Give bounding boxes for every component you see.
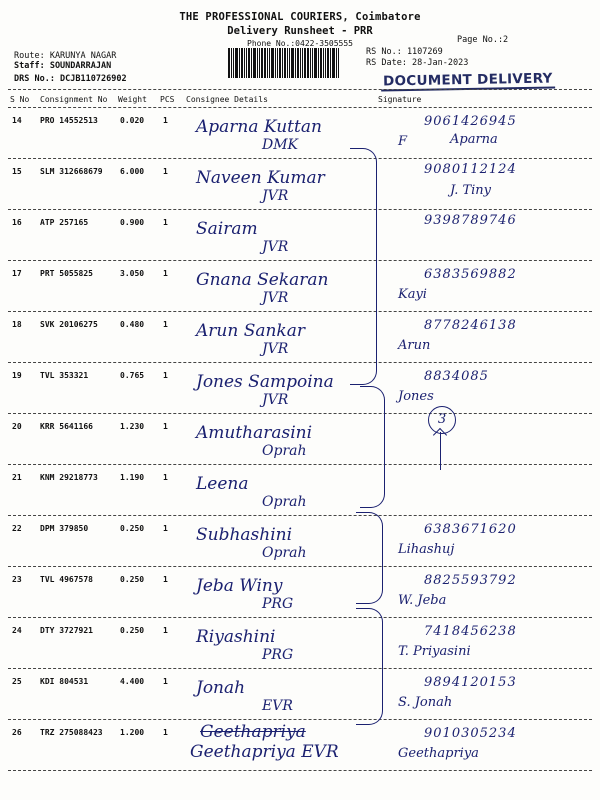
- row-divider: [8, 770, 592, 771]
- consignment-number: TVL 353321: [40, 371, 89, 380]
- consignment-number: KNM 29218773: [40, 473, 98, 482]
- consignment-number: ATP 257165: [40, 218, 89, 227]
- group-bracket-jvr: [350, 148, 377, 385]
- consignee-place: EVR: [262, 698, 293, 714]
- table-row: [0, 108, 600, 159]
- consignee-name: Amutharasini: [196, 423, 313, 443]
- weight-value: 6.000: [120, 167, 145, 176]
- consignee-name: Aparna Kuttan: [196, 117, 322, 137]
- receiver-phone: 6383671620: [424, 522, 517, 537]
- consignment-number: TRZ 275088423: [40, 728, 103, 737]
- signature-note: J. Tiny: [450, 183, 492, 198]
- receiver-phone: 8778246138: [424, 318, 517, 333]
- group-bracket-oprah: [360, 386, 385, 508]
- receiver-phone: 9398789746: [424, 213, 517, 228]
- receiver-phone: 9080112124: [424, 162, 517, 177]
- signature-mark: S. Jonah: [398, 695, 453, 710]
- consignee-name: Jones Sampoina: [196, 372, 334, 392]
- pcs-count: 1: [163, 473, 168, 482]
- weight-value: 0.250: [120, 626, 145, 635]
- receiver-phone: 9061426945: [424, 114, 517, 129]
- weight-value: 0.480: [120, 320, 145, 329]
- consignee-name: Jeba Winy: [196, 576, 283, 596]
- pcs-count: 1: [163, 116, 168, 125]
- weight-value: 1.230: [120, 422, 145, 431]
- group-bracket-evr: [356, 608, 383, 725]
- weight-value: 0.765: [120, 371, 145, 380]
- consignee-name: Gnana Sekaran: [196, 270, 329, 290]
- signature-mark: Arun: [398, 338, 431, 353]
- serial-number: 23: [12, 575, 22, 584]
- consignment-number: DTY 3727921: [40, 626, 93, 635]
- signature-mark: F: [398, 134, 408, 149]
- serial-number: 26: [12, 728, 22, 737]
- consignment-number: KRR 5641166: [40, 422, 93, 431]
- serial-number: 21: [12, 473, 22, 482]
- serial-number: 22: [12, 524, 22, 533]
- col-sno: S No: [10, 95, 30, 104]
- consignee-place: JVR: [262, 239, 289, 255]
- weight-value: 3.050: [120, 269, 145, 278]
- consignment-number: KDI 804531: [40, 677, 89, 686]
- pcs-count: 1: [163, 269, 168, 278]
- pcs-count: 1: [163, 626, 168, 635]
- receiver-phone: 6383569882: [424, 267, 517, 282]
- pcs-count: 1: [163, 422, 168, 431]
- up-arrow-icon: [440, 432, 441, 470]
- serial-number: 19: [12, 371, 22, 380]
- table-row: [0, 261, 600, 312]
- pcs-count: 1: [163, 677, 168, 686]
- circled-number: 3: [428, 406, 456, 434]
- table-row: [0, 516, 600, 567]
- serial-number: 14: [12, 116, 22, 125]
- pcs-count: 1: [163, 167, 168, 176]
- consignee-name: Riyashini: [196, 627, 276, 647]
- pcs-count: 1: [163, 320, 168, 329]
- pcs-count: 1: [163, 218, 168, 227]
- signature-mark: Geethapriya: [398, 746, 479, 761]
- rs-date: RS Date: 28-Jan-2023: [366, 58, 469, 68]
- col-signature: Signature: [378, 95, 422, 104]
- consignment-number: PRO 14552513: [40, 116, 98, 125]
- document-delivery-stamp: DOCUMENT DELIVERY: [382, 70, 553, 90]
- company-name: THE PROFESSIONAL COURIERS, Coimbatore: [179, 11, 421, 23]
- consignee-name: Leena: [196, 474, 249, 494]
- consignee-place: JVR: [262, 341, 289, 357]
- table-row: [0, 567, 600, 618]
- struck-out-name: Geethapriya: [200, 722, 306, 742]
- pcs-count: 1: [163, 575, 168, 584]
- consignee-place: Oprah: [262, 443, 307, 459]
- col-consignee: Consignee Details: [186, 95, 268, 104]
- consignee-place: PRG: [262, 596, 294, 612]
- signature-mark: Jones: [398, 389, 434, 404]
- consignee-name: Sairam: [196, 219, 258, 239]
- consignee-place: JVR: [262, 290, 289, 306]
- route-label: Route: KARUNYA NAGAR: [14, 51, 117, 61]
- consignee-name: Naveen Kumar: [196, 168, 325, 188]
- weight-value: 0.900: [120, 218, 145, 227]
- consignee-place: DMK: [262, 137, 299, 153]
- barcode-image: [228, 48, 356, 78]
- consignment-number: SVK 20106275: [40, 320, 98, 329]
- col-pcs: PCS: [160, 95, 175, 104]
- pcs-count: 1: [163, 524, 168, 533]
- col-consignment: Consignment No: [40, 95, 108, 104]
- drs-number: DRS No.: DCJB110726902: [14, 74, 127, 84]
- table-row: [0, 618, 600, 669]
- table-row: [0, 363, 600, 414]
- group-bracket-prg: [356, 512, 383, 604]
- rs-number: RS No.: 1107269: [366, 47, 443, 57]
- weight-value: 1.200: [120, 728, 145, 737]
- table-row: [0, 414, 600, 465]
- weight-value: 0.250: [120, 575, 145, 584]
- receiver-phone: 9010305234: [424, 726, 517, 741]
- table-row: [0, 720, 600, 771]
- consignee-name: Jonah: [196, 678, 246, 698]
- staff-label: Staff: SOUNDARRAJAN: [14, 61, 112, 71]
- signature-mark: Kayi: [398, 287, 427, 302]
- serial-number: 25: [12, 677, 22, 686]
- receiver-phone: 9894120153: [424, 675, 517, 690]
- signature-mark: W. Jeba: [398, 593, 447, 608]
- table-row: [0, 465, 600, 516]
- consignee-name: Geethapriya EVR: [190, 742, 339, 762]
- consignment-number: SLM 312668679: [40, 167, 103, 176]
- consignee-place: JVR: [262, 188, 289, 204]
- table-row: [0, 669, 600, 720]
- weight-value: 0.020: [120, 116, 145, 125]
- serial-number: 15: [12, 167, 22, 176]
- consignment-number: DPM 379850: [40, 524, 89, 533]
- page-number: Page No.:2: [457, 35, 509, 45]
- serial-number: 17: [12, 269, 22, 278]
- signature-mark: T. Priyasini: [398, 644, 471, 659]
- weight-value: 4.400: [120, 677, 145, 686]
- serial-number: 18: [12, 320, 22, 329]
- receiver-phone: 8834085: [424, 369, 489, 384]
- signature-mark: Lihashuj: [398, 542, 455, 557]
- phone-number: Phone No.:0422-3505555: [247, 39, 353, 48]
- receiver-phone: 7418456238: [424, 624, 517, 639]
- serial-number: 20: [12, 422, 22, 431]
- receiver-phone: 8825593792: [424, 573, 517, 588]
- consignee-place: Oprah: [262, 494, 307, 510]
- col-weight: Weight: [118, 95, 147, 104]
- serial-number: 16: [12, 218, 22, 227]
- signature-note: Aparna: [450, 132, 498, 147]
- header-divider-top: [8, 89, 592, 90]
- consignee-place: Oprah: [262, 545, 307, 561]
- consignee-place: PRG: [262, 647, 294, 663]
- consignee-place: JVR: [262, 392, 289, 408]
- consignment-number: TVL 4967578: [40, 575, 93, 584]
- serial-number: 24: [12, 626, 22, 635]
- table-row: [0, 210, 600, 261]
- weight-value: 0.250: [120, 524, 145, 533]
- document-title: Delivery Runsheet - PRR: [227, 25, 373, 37]
- table-row: [0, 159, 600, 210]
- weight-value: 1.190: [120, 473, 145, 482]
- consignment-number: PRT 5055825: [40, 269, 93, 278]
- table-row: [0, 312, 600, 363]
- pcs-count: 1: [163, 371, 168, 380]
- pcs-count: 1: [163, 728, 168, 737]
- consignee-name: Subhashini: [196, 525, 293, 545]
- consignee-name: Arun Sankar: [196, 321, 305, 341]
